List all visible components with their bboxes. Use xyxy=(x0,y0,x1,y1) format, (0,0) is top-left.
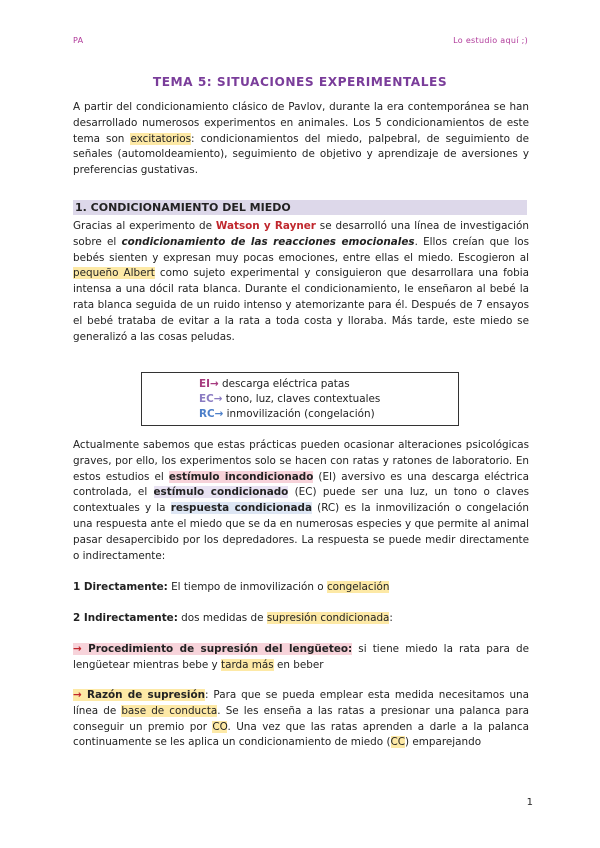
emphasis-text: condicionamiento de las reacciones emocionales xyxy=(121,235,415,248)
header-left: PA xyxy=(73,36,84,45)
section-heading: 1. CONDICIONAMIENTO DEL MIEDO xyxy=(73,200,527,215)
highlight: supresión condicionada xyxy=(266,612,390,624)
box-row-ec: EC→ tono, luz, claves contextuales xyxy=(199,393,381,405)
highlight: respuesta condicionada xyxy=(170,502,312,515)
box-row-ei: EI→ descarga eléctrica patas xyxy=(199,378,350,390)
highlight: congelación xyxy=(326,581,390,593)
highlight: pequeño Albert xyxy=(73,267,155,280)
highlight: CO xyxy=(212,720,228,733)
page-title: TEMA 5: SITUACIONES EXPERIMENTALES xyxy=(152,75,448,89)
highlight: tarda más xyxy=(221,658,274,671)
highlight: estímulo incondicionado xyxy=(168,470,314,483)
watson-paragraph: Gracias al experimento de Watson y Rayner se desarrolló una línea de investigación sobre el condicionamiento de las reacciones emocionales. Ellos creían que los bebés sienten y expresan muy pocas emociones, entre ellas el miedo. Escogieron al pequeño Albert como sujeto experimental y consiguieron que desarrollara una fobia intensa a una dócil rata blanca. Durante el condicionamiento, le enseñaron al bebé la rata blanca seguida de un ruido intenso y atemorizante para él. Después de 7 ensayos el bebé trataba de evitar a la rata a toda costa y lloraba. Más tarde, este miedo se generalizó a las cosas peludas. xyxy=(73,220,529,343)
highlight: CC xyxy=(390,736,406,749)
highlight: base de conducta xyxy=(121,704,218,717)
suppression-ratio: → Razón de supresión: Para que se pueda emplear esta medida necesitamos una línea de base de conducta. Se les enseña a las ratas a presionar una palanca para conseguir un premio por CO. Una vez que las ratas aprenden a darle a la palanca continuamente se les aplica un condicionamiento de miedo (CC) emparejando xyxy=(73,689,530,749)
box-row-rc: RC→ inmovilización (congelación) xyxy=(199,408,375,420)
direct-measure: 1 Directamente: El tiempo de inmovilización o congelación xyxy=(73,581,390,593)
authors-names: Watson y Rayner xyxy=(215,220,316,232)
current-paragraph: Actualmente sabemos que estas prácticas pueden ocasionar alteraciones psicológicas graves, por ello, los experimentos solo se hacen con ratas y ratones de laboratorio. En estos estudios el estímulo incondicionado (EI) aversivo es una descarga eléctrica controlada, el estímulo condicionado (EC) puede ser una luz, un tono o claves contextuales y la respuesta condicionada (RC) es la inmovilización o congelación una respuesta ante el miedo que se da en numerosas especies y que permite al animal pasar desapercibido por los depredadores. La respuesta se puede medir directamente o indirectamente: xyxy=(73,439,530,562)
page-number: 1 xyxy=(526,797,533,808)
indirect-measure: 2 Indirectamente: dos medidas de supresión condicionada: xyxy=(73,612,393,624)
intro-paragraph: A partir del condicionamiento clásico de Pavlov, durante la era contemporánea se han desarrollado numerosos experimentos en animales. Los 5 condicionamientos de este tema son excitatorios: condicionamientos del miedo, palpebral, de seguimiento de señales (automoldeamiento), seguimiento de objetivo y aprendizaje de aversiones y preferencias gustativas. xyxy=(73,101,529,177)
lick-procedure: → Procedimiento de supresión del lengüeteo: si tiene miedo la rata para de lengüetear mientras bebe y tarda más en beber xyxy=(73,643,529,671)
stimulus-box xyxy=(141,372,459,426)
highlight: excitatorios xyxy=(130,132,192,145)
highlight: estímulo condicionado xyxy=(153,486,289,499)
header-right: Lo estudio aquí ;) xyxy=(453,36,528,45)
